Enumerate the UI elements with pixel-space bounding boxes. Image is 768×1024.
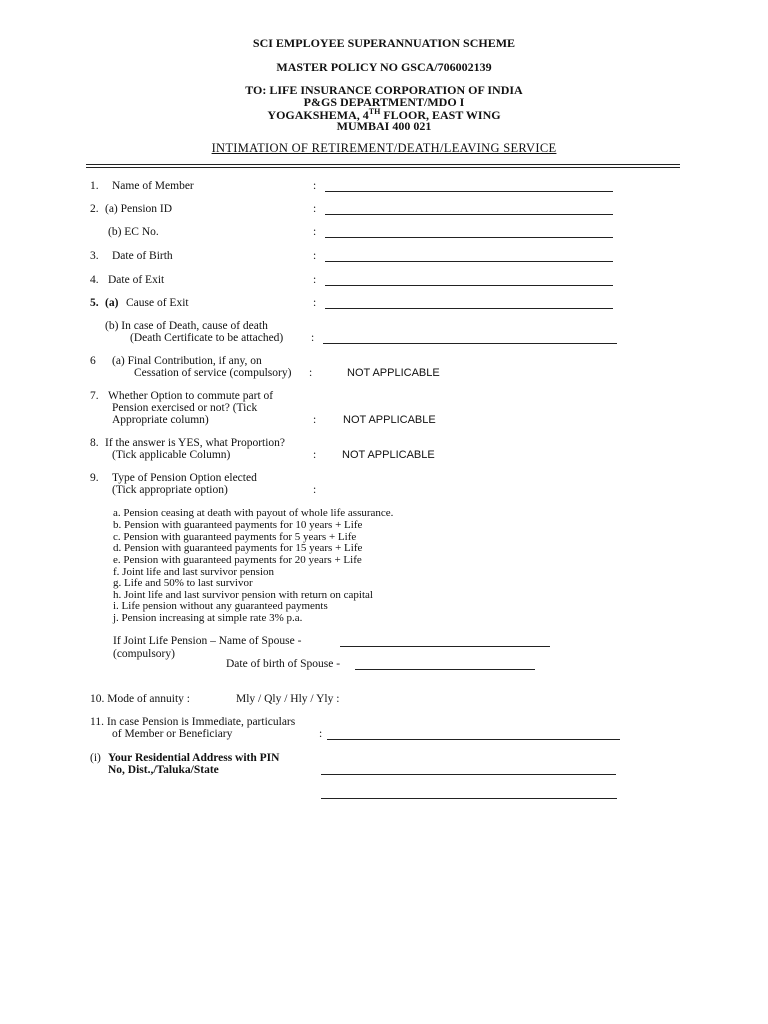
particulars-label-2: of Member or Beneficiary <box>112 728 233 740</box>
proportion-label-2: (Tick applicable Column) <box>112 449 231 461</box>
pension-option-f[interactable]: f. Joint life and last survivor pension <box>113 566 275 578</box>
form-title <box>0 141 768 156</box>
field-number: 9. <box>90 472 99 484</box>
address-label-2: No, Dist.,/Taluka/State <box>108 764 219 776</box>
colon: : <box>311 332 315 344</box>
pension-option-g[interactable]: g. Life and 50% to last survivor <box>113 577 253 589</box>
master-policy: MASTER POLICY NO GSCA/706002139 <box>276 60 492 74</box>
particulars-label: 11. In case Pension is Immediate, particulars <box>90 716 296 728</box>
colon: : <box>313 203 317 215</box>
commute-option-value: NOT APPLICABLE <box>343 414 436 426</box>
pension-option-j[interactable]: j. Pension increasing at simple rate 3% p.a. <box>113 612 303 624</box>
subfield-letter: (a) <box>105 297 119 309</box>
death-certificate-note: (Death Certificate to be attached) <box>130 332 284 344</box>
pension-option-d[interactable]: d. Pension with guaranteed payments for 15 years + Life <box>113 542 363 554</box>
pension-option-i[interactable]: i. Life pension without any guaranteed payments <box>113 600 328 612</box>
address-part: FLOOR, EAST WING <box>380 108 501 122</box>
compulsory-note: (compulsory) <box>113 648 175 660</box>
address-label: Your Residential Address with PIN <box>108 752 280 764</box>
colon: : <box>319 728 323 740</box>
spouse-dob-label: Date of birth of Spouse - <box>226 658 341 670</box>
commute-option-label-3: Appropriate column) <box>112 414 209 426</box>
field-number: 3. <box>90 250 99 262</box>
pension-option-b[interactable]: b. Pension with guaranteed payments for 10 years + Life <box>113 519 363 531</box>
cause-of-exit-field[interactable] <box>325 308 613 309</box>
final-contribution-value: NOT APPLICABLE <box>347 367 440 379</box>
divider <box>86 167 680 168</box>
colon: : <box>313 484 317 496</box>
city: MUMBAI 400 021 <box>336 119 432 133</box>
pension-option-a[interactable]: a. Pension ceasing at death with payout of whole life assurance. <box>113 507 394 519</box>
address-part: YOGAKSHEMA, 4 <box>267 108 369 122</box>
cause-of-death-field[interactable] <box>323 343 617 344</box>
annuity-mode-options[interactable]: Mly / Qly / Hly / Yly : <box>236 693 340 705</box>
address-field-2[interactable] <box>321 798 617 799</box>
field-number: 5. <box>90 297 99 309</box>
colon: : <box>313 274 317 286</box>
date-of-birth-field[interactable] <box>325 261 613 262</box>
pension-option-c[interactable]: c. Pension with guaranteed payments for 5 years + Life <box>113 531 357 543</box>
field-number: 6 <box>90 355 96 367</box>
field-number: 4. <box>90 274 99 286</box>
commute-option-label-2: Pension exercised or not? (Tick <box>112 402 258 414</box>
ec-no-label: (b) EC No. <box>108 226 159 238</box>
colon: : <box>309 367 313 379</box>
field-number: 7. <box>90 390 99 402</box>
address-field-1[interactable] <box>321 774 616 775</box>
recipient: TO: LIFE INSURANCE CORPORATION OF INDIA <box>245 83 523 97</box>
pension-option-label: Type of Pension Option elected <box>112 472 257 484</box>
commute-option-label: Whether Option to commute part of <box>108 390 274 402</box>
particulars-field[interactable] <box>327 739 620 740</box>
ec-no-field[interactable] <box>325 237 613 238</box>
colon: : <box>313 250 317 262</box>
final-contribution-label: (a) Final Contribution, if any, on <box>112 355 262 367</box>
pension-option-e[interactable]: e. Pension with guaranteed payments for 20 years + Life <box>113 554 362 566</box>
floor-superscript: TH <box>368 107 381 116</box>
pension-option-h[interactable]: h. Joint life and last survivor pension with return on capital <box>113 589 373 601</box>
colon: : <box>313 449 317 461</box>
spouse-name-field[interactable] <box>340 646 550 647</box>
spouse-dob-field[interactable] <box>355 669 535 670</box>
member-name-field[interactable] <box>325 191 613 192</box>
spouse-name-label: If Joint Life Pension – Name of Spouse - <box>113 635 302 647</box>
colon: : <box>313 180 317 192</box>
cause-of-death-label: (b) In case of Death, cause of death <box>105 320 268 332</box>
form-title-text: INTIMATION OF RETIREMENT/DEATH/LEAVING SERVICE <box>211 141 557 155</box>
field-number: 2. <box>90 203 99 215</box>
cause-of-exit-label: Cause of Exit <box>126 297 189 309</box>
date-of-exit-label: Date of Exit <box>108 274 165 286</box>
colon: : <box>313 414 317 426</box>
divider <box>86 164 680 165</box>
annuity-mode-label: 10. Mode of annuity : <box>90 693 190 705</box>
pension-id-field[interactable] <box>325 214 613 215</box>
member-name-label: Name of Member <box>112 180 194 192</box>
pension-option-label-2: (Tick appropriate option) <box>112 484 228 496</box>
field-number: 1. <box>90 180 99 192</box>
date-of-birth-label: Date of Birth <box>112 250 173 262</box>
proportion-label: If the answer is YES, what Proportion? <box>105 437 286 449</box>
colon: : <box>313 226 317 238</box>
scheme-title: SCI EMPLOYEE SUPERANNUATION SCHEME <box>252 36 516 50</box>
colon: : <box>313 297 317 309</box>
address-number: (i) <box>90 752 101 764</box>
proportion-value: NOT APPLICABLE <box>342 449 435 461</box>
pension-id-label: (a) Pension ID <box>105 203 173 215</box>
field-number: 8. <box>90 437 99 449</box>
date-of-exit-field[interactable] <box>325 285 613 286</box>
department: P&GS DEPARTMENT/MDO I <box>303 95 465 109</box>
final-contribution-label-2: Cessation of service (compulsory) <box>134 367 292 379</box>
